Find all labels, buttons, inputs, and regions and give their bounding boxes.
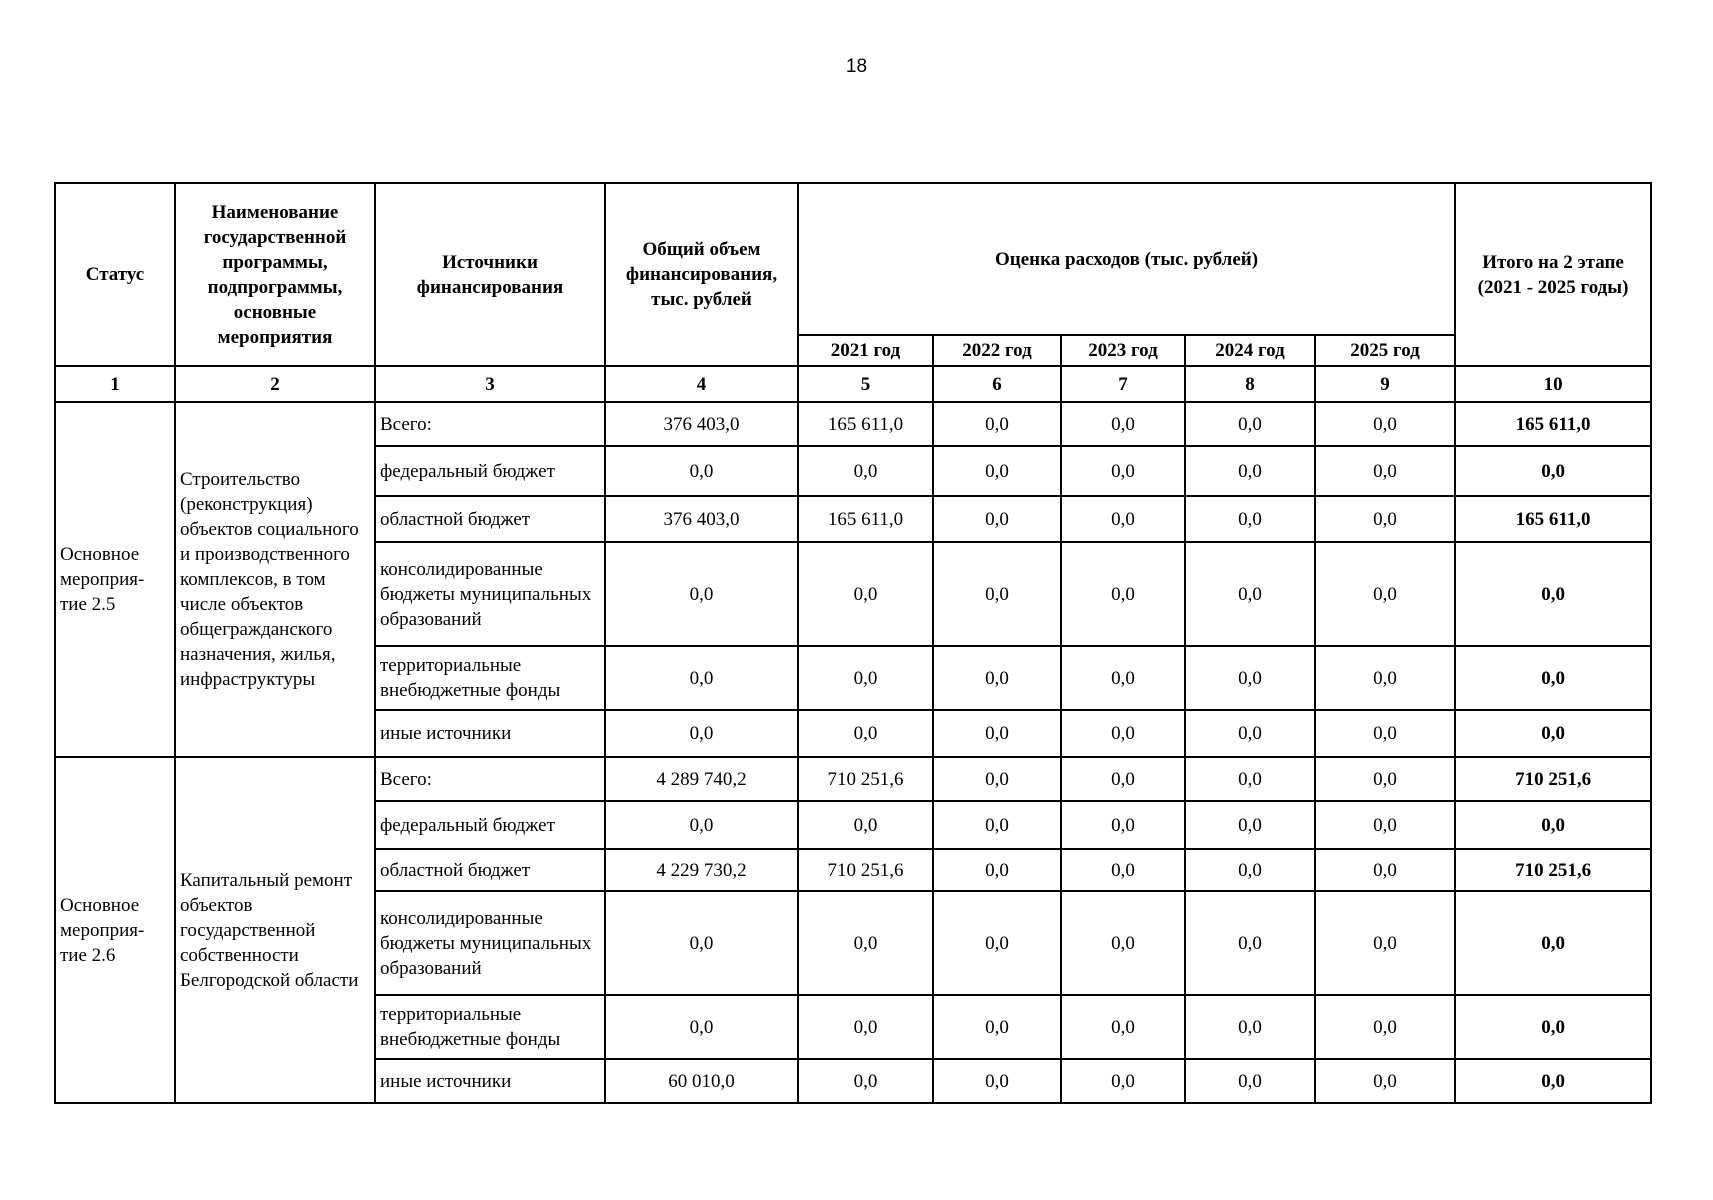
column-number: 4 — [605, 366, 798, 402]
amount-value: 0,0 — [1315, 646, 1455, 710]
amount-value: 0,0 — [605, 710, 798, 757]
amount-value: 4 289 740,2 — [605, 757, 798, 801]
amount-value: 0,0 — [1185, 849, 1315, 891]
funding-source: консолидированные бюджеты муниципальных образований — [375, 542, 605, 646]
page-number: 18 — [845, 56, 868, 77]
amount-value: 0,0 — [933, 995, 1061, 1059]
amount-value: 0,0 — [798, 646, 933, 710]
stage-total-value: 165 611,0 — [1455, 496, 1651, 542]
funding-source: Всего: — [375, 757, 605, 801]
header-total: Общий объем финансирования, тыс. рублей — [605, 183, 798, 366]
amount-value: 0,0 — [605, 801, 798, 849]
amount-value: 0,0 — [1185, 446, 1315, 496]
amount-value: 0,0 — [605, 646, 798, 710]
funding-source: территориальные внебюджетные фонды — [375, 646, 605, 710]
table-body — [55, 402, 1651, 1103]
amount-value: 0,0 — [1185, 757, 1315, 801]
table-row — [55, 757, 1651, 801]
amount-value: 376 403,0 — [605, 402, 798, 446]
amount-value: 0,0 — [933, 801, 1061, 849]
amount-value: 0,0 — [1185, 402, 1315, 446]
amount-value: 710 251,6 — [798, 757, 933, 801]
stage-total-value: 0,0 — [1455, 1059, 1651, 1103]
amount-value: 0,0 — [1061, 995, 1185, 1059]
amount-value: 0,0 — [933, 1059, 1061, 1103]
measure-name: Капитальный ремонт объектов государственной собственности Белгородской области — [175, 757, 375, 1103]
amount-value: 0,0 — [1061, 710, 1185, 757]
amount-value: 0,0 — [933, 757, 1061, 801]
amount-value: 0,0 — [1315, 849, 1455, 891]
stage-total-value: 0,0 — [1455, 995, 1651, 1059]
funding-source: Всего: — [375, 402, 605, 446]
stage-total-value: 165 611,0 — [1455, 402, 1651, 446]
amount-value: 0,0 — [798, 801, 933, 849]
header-sources: Источники финансирования — [375, 183, 605, 366]
amount-value: 0,0 — [1061, 646, 1185, 710]
amount-value: 165 611,0 — [798, 402, 933, 446]
table-row — [55, 402, 1651, 446]
amount-value: 0,0 — [605, 446, 798, 496]
amount-value: 0,0 — [1061, 1059, 1185, 1103]
stage-total-value: 0,0 — [1455, 542, 1651, 646]
amount-value: 0,0 — [798, 542, 933, 646]
amount-value: 0,0 — [933, 496, 1061, 542]
header-stage-total: Итого на 2 этапе (2021 - 2025 годы) — [1455, 183, 1651, 366]
amount-value: 0,0 — [1315, 446, 1455, 496]
amount-value: 0,0 — [1185, 542, 1315, 646]
header-name: Наименование государственной программы, подпрограммы, основные мероприятия — [175, 183, 375, 366]
amount-value: 0,0 — [798, 995, 933, 1059]
amount-value: 0,0 — [933, 542, 1061, 646]
amount-value: 0,0 — [1185, 646, 1315, 710]
funding-source: федеральный бюджет — [375, 801, 605, 849]
funding-source: областной бюджет — [375, 496, 605, 542]
column-number: 2 — [175, 366, 375, 402]
amount-value: 0,0 — [798, 710, 933, 757]
amount-value: 0,0 — [933, 891, 1061, 995]
amount-value: 0,0 — [1315, 542, 1455, 646]
funding-source: консолидированные бюджеты муниципальных образований — [375, 891, 605, 995]
amount-value: 0,0 — [1315, 995, 1455, 1059]
amount-value: 0,0 — [933, 849, 1061, 891]
column-number: 3 — [375, 366, 605, 402]
stage-total-value: 0,0 — [1455, 801, 1651, 849]
header-year: 2023 год — [1061, 335, 1185, 366]
amount-value: 0,0 — [1315, 1059, 1455, 1103]
funding-source: областной бюджет — [375, 849, 605, 891]
amount-value: 0,0 — [605, 891, 798, 995]
amount-value: 0,0 — [1185, 801, 1315, 849]
amount-value: 0,0 — [933, 710, 1061, 757]
measure-name: Строительство (реконструкция) объектов социального и производственного комплексов, в том числе объектов общегражданского назначения, жилья, инфраструктуры — [175, 402, 375, 757]
column-numbers-row — [55, 366, 1651, 402]
stage-total-value: 0,0 — [1455, 710, 1651, 757]
header-status: Статус — [55, 183, 175, 366]
amount-value: 0,0 — [605, 542, 798, 646]
funding-source: иные источники — [375, 710, 605, 757]
column-number: 1 — [55, 366, 175, 402]
amount-value: 0,0 — [1061, 757, 1185, 801]
amount-value: 0,0 — [1315, 496, 1455, 542]
amount-value: 0,0 — [1061, 891, 1185, 995]
amount-value: 0,0 — [1185, 1059, 1315, 1103]
stage-total-value: 0,0 — [1455, 891, 1651, 995]
header-year: 2025 год — [1315, 335, 1455, 366]
column-number: 5 — [798, 366, 933, 402]
amount-value: 0,0 — [1185, 995, 1315, 1059]
column-number: 10 — [1455, 366, 1651, 402]
stage-total-value: 0,0 — [1455, 646, 1651, 710]
amount-value: 0,0 — [1061, 542, 1185, 646]
amount-value: 0,0 — [798, 446, 933, 496]
amount-value: 376 403,0 — [605, 496, 798, 542]
amount-value: 0,0 — [1315, 801, 1455, 849]
amount-value: 0,0 — [1061, 496, 1185, 542]
amount-value: 0,0 — [933, 402, 1061, 446]
financing-table — [54, 182, 1652, 1104]
amount-value: 0,0 — [798, 1059, 933, 1103]
funding-source: иные источники — [375, 1059, 605, 1103]
amount-value: 0,0 — [1315, 757, 1455, 801]
column-number: 8 — [1185, 366, 1315, 402]
funding-source: федеральный бюджет — [375, 446, 605, 496]
funding-source: территориальные внебюджетные фонды — [375, 995, 605, 1059]
header-year: 2022 год — [933, 335, 1061, 366]
header-year: 2024 год — [1185, 335, 1315, 366]
amount-value: 60 010,0 — [605, 1059, 798, 1103]
amount-value: 0,0 — [1315, 891, 1455, 995]
measure-status: Основное мероприя-тие 2.6 — [55, 757, 175, 1103]
amount-value: 0,0 — [1061, 849, 1185, 891]
amount-value: 165 611,0 — [798, 496, 933, 542]
amount-value: 0,0 — [1185, 891, 1315, 995]
amount-value: 0,0 — [933, 646, 1061, 710]
column-number: 7 — [1061, 366, 1185, 402]
header-estimate: Оценка расходов (тыс. рублей) — [798, 183, 1455, 335]
amount-value: 0,0 — [933, 446, 1061, 496]
measure-status: Основное мероприя-тие 2.5 — [55, 402, 175, 757]
column-number: 9 — [1315, 366, 1455, 402]
amount-value: 0,0 — [1185, 496, 1315, 542]
amount-value: 0,0 — [1315, 402, 1455, 446]
column-number: 6 — [933, 366, 1061, 402]
amount-value: 710 251,6 — [798, 849, 933, 891]
amount-value: 0,0 — [1061, 402, 1185, 446]
amount-value: 0,0 — [1061, 446, 1185, 496]
stage-total-value: 710 251,6 — [1455, 849, 1651, 891]
amount-value: 0,0 — [1185, 710, 1315, 757]
amount-value: 0,0 — [798, 891, 933, 995]
stage-total-value: 710 251,6 — [1455, 757, 1651, 801]
amount-value: 0,0 — [605, 995, 798, 1059]
stage-total-value: 0,0 — [1455, 446, 1651, 496]
amount-value: 0,0 — [1315, 710, 1455, 757]
amount-value: 0,0 — [1061, 801, 1185, 849]
header-year: 2021 год — [798, 335, 933, 366]
amount-value: 4 229 730,2 — [605, 849, 798, 891]
